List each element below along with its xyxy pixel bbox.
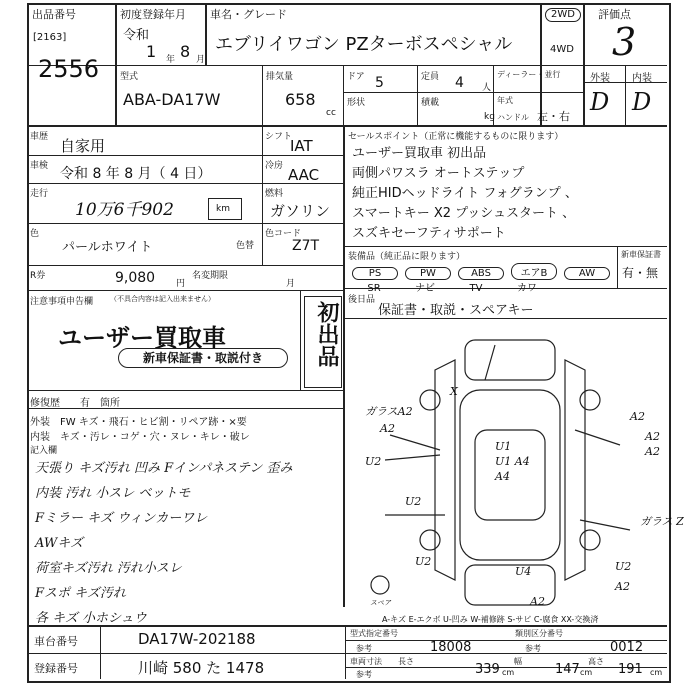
vin: DA17W-202188	[138, 630, 256, 648]
repair-value: 有	[80, 398, 90, 409]
exterior-grade: D	[590, 88, 610, 116]
notes-label: 注意事項申告欄	[30, 297, 94, 307]
class-num: 0012	[610, 640, 644, 655]
fuel: ガソリン	[270, 202, 331, 220]
tax-label: R券	[30, 271, 46, 281]
interior-grade: D	[632, 88, 652, 116]
drive-2wd: 2WD	[545, 8, 581, 22]
model-year-label: 年式	[497, 96, 513, 105]
equipment-row-2	[352, 276, 556, 295]
extras: 保証書・取説・スペアキー	[378, 303, 534, 318]
color-label: 色	[30, 229, 40, 239]
wheel-rr	[580, 530, 600, 550]
sanko-1: 参考	[356, 644, 372, 653]
car-front-view	[465, 340, 555, 380]
remark-line: 天張り キズ汚れ 凹み Fインパネステン 歪み	[35, 461, 293, 476]
legend-label: 外装	[30, 417, 50, 428]
damage-mark: A2	[380, 422, 395, 435]
damage-mark: X	[450, 385, 458, 398]
eval-score: 3	[612, 20, 637, 64]
color-code: Z7T	[292, 238, 320, 254]
notes-sub: （不具合内容は記入出来ません）	[110, 295, 215, 303]
vin-label: 車台番号	[34, 635, 78, 648]
sales-point-line: スマートキー X2 プッシュスタート 、	[352, 206, 576, 221]
repair-unit: 箇所	[100, 398, 120, 409]
vehicle-diagram	[345, 320, 684, 620]
remarks-list	[35, 456, 292, 631]
damage-mark: ガラス Z	[640, 515, 684, 528]
capacity-unit: 人	[482, 83, 492, 93]
damage-mark: U2	[405, 495, 422, 508]
sales-point-line: 両側パワスラ オートステップ	[352, 166, 525, 181]
warranty-label: 新車保証書	[621, 250, 661, 259]
handle-label: ハンドル	[497, 113, 529, 122]
warranty-value: 有・無	[622, 266, 659, 280]
capacity: 4	[455, 75, 464, 91]
reg-label: 登録番号	[34, 662, 78, 675]
spare-tire	[371, 576, 389, 594]
sales-point-line: スズキセーフティサポート	[352, 226, 506, 241]
height-cm: cm	[650, 668, 663, 677]
first-reg-year: 1	[146, 42, 157, 61]
height-label: 高さ	[588, 657, 604, 666]
sales-point-line: ユーザー買取車 初出品	[352, 146, 487, 161]
shift: IAT	[290, 137, 313, 155]
cc-unit: cc	[326, 108, 336, 118]
tax-unit: 円	[176, 279, 186, 289]
equipment-item: AW	[564, 267, 610, 280]
first-reg-era: 令和	[123, 28, 150, 43]
sanko-2: 参考	[525, 644, 541, 653]
damage-mark: スペア	[370, 599, 391, 607]
model: ABA-DA17W	[123, 90, 221, 109]
notes-big: ユーザー買取車	[58, 324, 226, 352]
mileage: 10万6千902	[75, 200, 174, 220]
car-right-side	[565, 360, 585, 580]
model-label: 型式	[120, 72, 139, 82]
legend-interior-label: 内装	[30, 432, 50, 443]
year-unit: 年	[166, 55, 176, 65]
type-num: 18008	[430, 640, 472, 655]
wheel-fr	[580, 390, 600, 410]
ac-label: 冷房	[265, 161, 284, 171]
damage-mark: U4	[515, 565, 532, 578]
tax: 9,080	[115, 270, 156, 286]
damage-mark: A2	[645, 445, 660, 458]
damage-mark: U1 A4	[495, 455, 530, 468]
damage-mark: A4	[495, 470, 510, 483]
equipment-item: カワ	[517, 283, 537, 294]
damage-mark: A2	[615, 580, 630, 593]
height: 191	[618, 662, 643, 677]
equipment-label: 装備品（純正品に限ります）	[348, 252, 466, 262]
first-listing-text: 初出品	[314, 301, 339, 367]
damage-mark: U2	[615, 560, 632, 573]
doors-label: ドア	[347, 72, 365, 82]
displacement-label: 排気量	[266, 72, 294, 82]
remark-line: 各 キズ 小ホシュウ	[35, 611, 147, 626]
month-unit: 月	[196, 55, 206, 65]
damage-mark: A2	[530, 595, 545, 608]
repair-label: 修復歴	[30, 398, 60, 409]
load-label: 積載	[421, 98, 440, 108]
color: パールホワイト	[62, 240, 153, 255]
car-name: エブリイワゴン PZターボスペシャル	[215, 34, 513, 55]
class-num-label: 類別区分番号	[515, 629, 563, 638]
category-label: 車歴	[30, 132, 49, 142]
sales-label: セールスポイント（正常に機能するものに限ります）	[348, 132, 564, 142]
equipment-item: ABS	[458, 267, 504, 280]
dealer-label: ディーラー・並行	[497, 70, 561, 79]
lot-sub: [2163]	[33, 32, 67, 43]
first-listing-stamp	[304, 296, 342, 388]
width-label: 幅	[514, 657, 522, 666]
drive-4wd: 4WD	[550, 44, 574, 55]
damage-mark: ガラスA2	[365, 405, 413, 418]
remark-line: Fスポ キズ汚れ	[35, 586, 126, 601]
type-num-label: 型式指定番号	[350, 629, 398, 638]
name-label: 車名・グレード	[210, 8, 287, 21]
interior-label: 内装	[632, 73, 652, 84]
exterior-label: 外装	[590, 73, 610, 84]
lot-label: 出品番号	[32, 8, 76, 21]
shape-label: 形状	[347, 98, 366, 108]
tax-month: 月	[286, 279, 296, 289]
mileage-label: 走行	[30, 189, 49, 199]
equipment-item: TV	[469, 283, 483, 294]
handle: 左・右	[537, 110, 570, 123]
damage-mark: U2	[365, 455, 382, 468]
displacement: 658	[285, 90, 316, 109]
fuel-label: 燃料	[265, 189, 284, 199]
entry-label: 記入欄	[30, 446, 58, 456]
legend-items: FW キズ・飛石・ヒビ割・リペア跡・×要	[60, 417, 247, 428]
shift-label: シフト	[265, 132, 293, 142]
remark-line: 内装 汚れ 小スレ ベットモ	[35, 486, 191, 501]
eval-label: 評価点	[598, 8, 631, 21]
sales-point-line: 純正HIDヘッドライト フォグランプ 、	[352, 186, 578, 201]
damage-mark: U1	[495, 440, 512, 453]
category: 自家用	[60, 137, 106, 155]
equipment-item: SR	[367, 283, 381, 294]
equipment-item: エアB	[511, 263, 557, 280]
equipment-item: ナビ	[415, 283, 435, 294]
first-reg-month: 8	[180, 42, 191, 61]
damage-mark: A2	[645, 430, 660, 443]
dim-label: 車両寸法	[350, 657, 382, 666]
damage-mark: U2	[415, 555, 432, 568]
length-label: 長さ	[398, 657, 414, 666]
wheel-fl	[420, 390, 440, 410]
color-code-label: 色コード	[265, 229, 302, 239]
inspection: 令和 8 年 8 月（ 4 日）	[60, 166, 212, 182]
length: 339	[475, 662, 500, 677]
equipment-item: PS	[352, 267, 398, 280]
remark-line: AWキズ	[35, 536, 83, 551]
remark-line: Fミラー キズ ウィンカーワレ	[35, 511, 208, 526]
doors: 5	[375, 75, 384, 91]
capacity-label: 定員	[421, 72, 440, 82]
length-cm: cm	[502, 668, 515, 677]
equipment-item: PW	[405, 267, 451, 280]
remark-line: 荷室キズ汚れ 汚れ小スレ	[35, 561, 182, 576]
kg-unit: kg	[484, 112, 495, 122]
width-cm: cm	[580, 668, 593, 677]
wheel-rl	[420, 530, 440, 550]
ac: AAC	[288, 166, 320, 184]
width: 147	[555, 662, 580, 677]
km-unit: km	[216, 204, 230, 214]
sales-points	[352, 144, 578, 244]
sanko-3: 参考	[356, 670, 372, 679]
color-change-label: 色替	[236, 241, 255, 251]
extras-label: 後日品	[348, 295, 376, 305]
legend-interior-items: キズ・汚レ・コゲ・穴・ヌレ・キレ・破レ	[60, 432, 250, 443]
damage-key: A-キズ E-エクボ U-凹み W-補修跡 S-サビ C-腐食 XX-交換済	[382, 615, 599, 624]
damage-mark: A2	[630, 410, 645, 423]
first-reg-label: 初度登録年月	[120, 8, 186, 21]
reg: 川崎 580 た 1478	[138, 659, 265, 677]
lot-number: 2556	[38, 55, 100, 83]
inspection-label: 車検	[30, 161, 49, 171]
tax-expiry-label: 名変期限	[192, 271, 229, 281]
notes-badge: 新車保証書・取説付き	[118, 348, 288, 368]
